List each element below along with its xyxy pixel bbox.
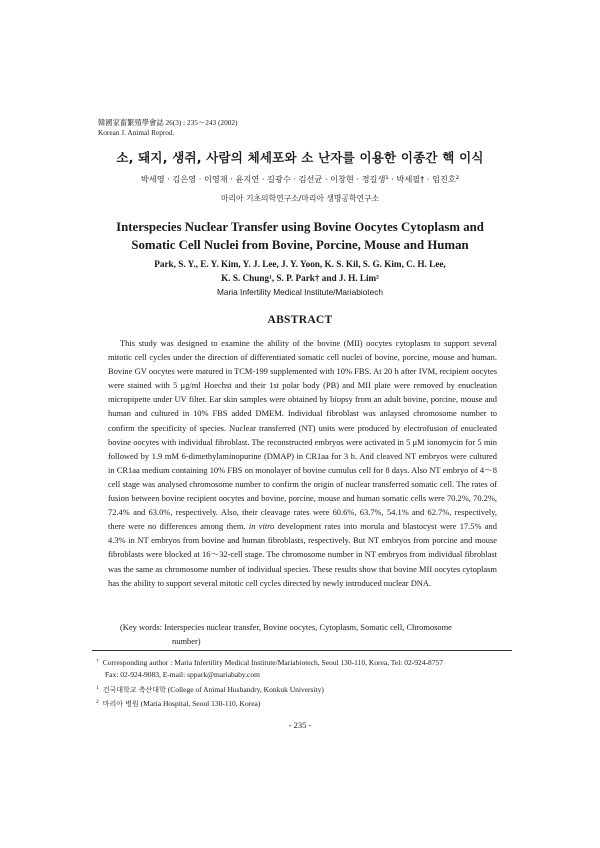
authors-english-line2: K. S. Chung¹, S. P. Park† and J. H. Lim² bbox=[221, 273, 379, 283]
footnote-1-korean: 건국대학교 축산대학 bbox=[102, 685, 166, 694]
title-english-line2: Somatic Cell Nuclei from Bovine, Porcine, Mouse and Human bbox=[131, 238, 469, 252]
abstract-part1: This study was designed to examine the ability of the bovine (MII) oocytes cytoplasm to support several mitotic cell cycles under the direction of differentiated somatic cell nuclei of bovine, porcine, mouse and human. Bovine GV oocytes were matured in TCM-199 supplemented with 10% FBS. At 20 h after IVM, recipient oocytes were stained with 5 μg/ml Hoechst and their 1st polar body (PB) and MII plate were removed by enucleation micropipette under UV filter. Ear skin samples were obtained by biopsy from an adult bovine, porcine, mouse and human and cultured in 10% FBS added DMEM. Individual fibroblast was anlaysed chromosome number to confirm the specificity of species. Nuclear transferred (NT) units were produced by electrofusion of enucleated bovine oocytes with individual fibroblast. The reconstructed embryos were activated in 5 μM ionomycin for 5 min followed by 1.9 mM 6-dimethylaminopurine (DMAP) in CR1aa for 3 h. And cleaved NT embryos were cultured in CR1aa medium containing 10% FBS on monolayer of bovine cumulus cell for 8 days. Also NT embryo of 4～8 cell stage was analysed chromosome number to confirm the origin of nuclear transferred somatic cell. The rates of fusion between bovine recipient oocytes and bovine, porcine, mouse and human somatic cells were 70.2%, 70.2%, 72.4% and 63.0%, respectively. Also, their cleavage rates were 60.6%, 63.7%, 54.1% and 62.7%, respectively, there were no differences among them. bbox=[108, 338, 497, 532]
abstract-heading: ABSTRACT bbox=[267, 314, 333, 326]
keywords-label: (Key words: bbox=[120, 622, 162, 632]
authors-korean: 박세영 · 김은영 · 이영재 · 윤지연 · 길광수 · 김선균 · 이창현 · 정길생¹ · 박세필† · 임진호² bbox=[140, 174, 460, 184]
footnote-1-english: (College of Animal Husbandry, Konkuk University) bbox=[167, 684, 324, 694]
institution-english: Maria Infertility Medical Institute/Mariabiotech bbox=[216, 287, 383, 297]
footnote-1 bbox=[96, 682, 516, 696]
authors-english-line1: Park, S. Y., E. Y. Kim, Y. J. Lee, J. Y. Yoon, K. S. Kil, S. G. Kim, C. H. Lee, bbox=[154, 259, 446, 269]
footnote-2-english: (Maria Hospital, Seoul 130-110, Korea) bbox=[140, 698, 261, 708]
abstract-part2: development rates into morula and blastocyst were 17.5% and 4.3% in NT embryos from bovine and human fibroblasts, respectively. But NT embryos from porcine and mouse fibroblasts were blocked at 16～32-cell stage. The chromosome number in NT embryos from individual fibroblast was the same as chromosome number of individual species. These results show that bovine MII oocytes cytoplasm has the ability to support several mitotic cell cycles directed by newly introduced nuclear DNA. bbox=[108, 521, 497, 588]
abstract-body bbox=[108, 336, 497, 590]
title-english bbox=[60, 218, 540, 254]
journal-citation-ko: 韓國家畜繁殖學會誌 26(3) : 235～243 (2002) bbox=[98, 118, 238, 127]
keywords-text-continued: number) bbox=[172, 636, 201, 647]
title-english-line1: Interspecies Nuclear Transfer using Bovine Oocytes Cytoplasm and bbox=[116, 220, 484, 234]
authors-english bbox=[80, 257, 520, 285]
abstract-italic: in vitro bbox=[248, 521, 275, 532]
footnote-corresponding bbox=[96, 655, 516, 669]
footnotes bbox=[96, 655, 516, 710]
footnote-1-mark: 1 bbox=[96, 684, 99, 691]
dagger-mark: † bbox=[96, 658, 99, 664]
page-number: - 235 - bbox=[288, 720, 312, 730]
institution-korean: 마리아 기초의학연구소/마리아 생명공학연구소 bbox=[220, 194, 380, 203]
footnote-divider bbox=[92, 650, 512, 651]
title-korean: 소, 돼지, 생쥐, 사람의 체세포와 소 난자를 이용한 이종간 핵 이식 bbox=[116, 150, 484, 165]
footnote-2-korean: 마리아 병원 bbox=[102, 699, 139, 708]
journal-name-en: Korean J. Animal Reprod. bbox=[98, 128, 175, 137]
corresponding-author-line1: Corresponding author : Maria Infertility Medical Institute/Mariabiotech, Seoul 130-110, Korea, Tel: 02-924-8757 bbox=[102, 658, 443, 667]
keywords-text: Interspecies nuclear transfer, Bovine oocytes, Cytoplasm, Somatic cell, Chromosome bbox=[164, 622, 452, 632]
journal-header bbox=[98, 118, 237, 138]
footnote-2 bbox=[96, 696, 516, 710]
keywords bbox=[120, 620, 500, 648]
corresponding-author-line2: Fax: 02-924-9083, E-mail: sppark@mariababy.com bbox=[105, 670, 260, 680]
footnote-2-mark: 2 bbox=[96, 698, 99, 705]
